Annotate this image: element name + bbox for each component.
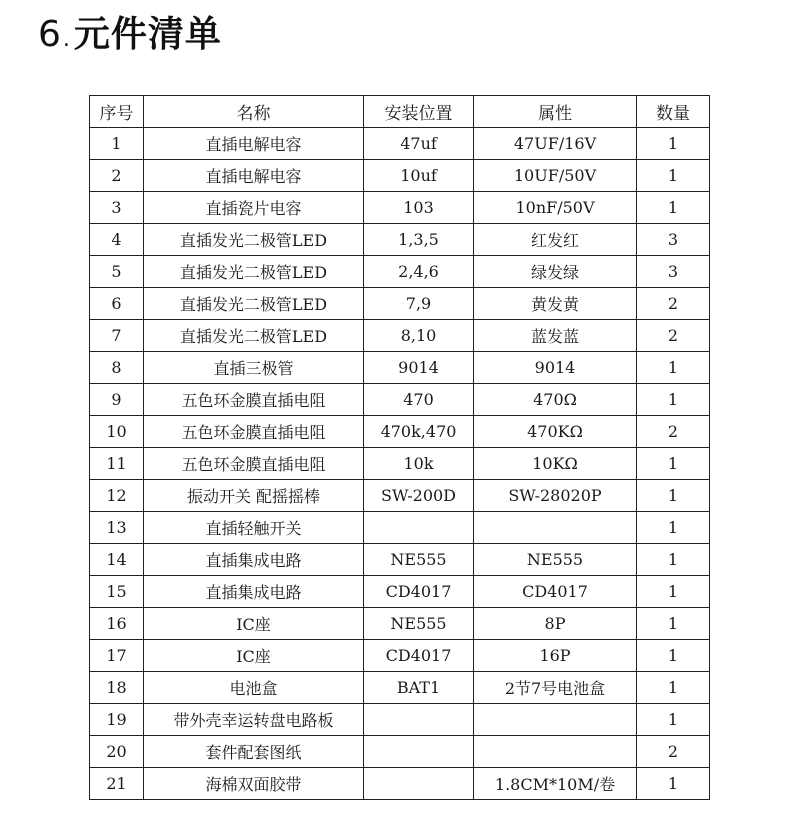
cell-position: 8,10 [364,320,474,352]
component-list-table [89,95,710,800]
cell-position: 470k,470 [364,416,474,448]
cell-index: 19 [90,704,144,736]
table-row [90,416,710,448]
cell-name: 直插发光二极管LED [144,256,364,288]
table-header-row [90,96,710,128]
table-row [90,160,710,192]
cell-name: 直插瓷片电容 [144,192,364,224]
cell-position: BAT1 [364,672,474,704]
cell-attribute: 470Ω [474,384,637,416]
table-body [90,128,710,800]
cell-quantity: 2 [637,288,710,320]
cell-position: 103 [364,192,474,224]
cell-position: 10k [364,448,474,480]
cell-quantity: 2 [637,320,710,352]
cell-attribute: NE555 [474,544,637,576]
cell-position: 10uf [364,160,474,192]
cell-quantity: 1 [637,768,710,800]
cell-position: NE555 [364,544,474,576]
cell-attribute: SW-28020P [474,480,637,512]
cell-index: 13 [90,512,144,544]
table-row [90,320,710,352]
cell-index: 12 [90,480,144,512]
cell-quantity: 1 [637,384,710,416]
cell-name: 直插集成电路 [144,576,364,608]
cell-position [364,512,474,544]
cell-quantity: 2 [637,736,710,768]
cell-attribute: 蓝发蓝 [474,320,637,352]
cell-quantity: 1 [637,448,710,480]
cell-quantity: 1 [637,192,710,224]
cell-attribute: 红发红 [474,224,637,256]
cell-attribute: 470KΩ [474,416,637,448]
cell-position [364,736,474,768]
cell-attribute: 16P [474,640,637,672]
cell-attribute: 8P [474,608,637,640]
cell-name: 海棉双面胶带 [144,768,364,800]
cell-position: SW-200D [364,480,474,512]
table-row [90,128,710,160]
cell-index: 4 [90,224,144,256]
cell-attribute: 10KΩ [474,448,637,480]
cell-quantity: 1 [637,480,710,512]
table-row [90,352,710,384]
cell-quantity: 1 [637,512,710,544]
cell-attribute [474,512,637,544]
cell-index: 9 [90,384,144,416]
cell-attribute: 绿发绿 [474,256,637,288]
cell-position: 2,4,6 [364,256,474,288]
cell-index: 1 [90,128,144,160]
cell-position: CD4017 [364,640,474,672]
table-row [90,640,710,672]
cell-position: 470 [364,384,474,416]
cell-name: 直插电解电容 [144,128,364,160]
cell-name: 直插集成电路 [144,544,364,576]
cell-index: 14 [90,544,144,576]
table-row [90,256,710,288]
table-row [90,768,710,800]
cell-quantity: 1 [637,608,710,640]
cell-quantity: 1 [637,544,710,576]
header-index: 序号 [90,96,144,128]
table-row [90,192,710,224]
cell-quantity: 3 [637,224,710,256]
cell-position: NE555 [364,608,474,640]
cell-index: 17 [90,640,144,672]
table-row [90,672,710,704]
cell-name: 五色环金膜直插电阻 [144,384,364,416]
cell-name: 振动开关 配摇摇棒 [144,480,364,512]
cell-attribute: 1.8CM*10M/卷 [474,768,637,800]
cell-quantity: 1 [637,576,710,608]
section-number: 6 [38,14,61,55]
table-row [90,480,710,512]
section-number-dot: . [62,27,70,52]
cell-index: 20 [90,736,144,768]
cell-position: 7,9 [364,288,474,320]
cell-index: 5 [90,256,144,288]
cell-index: 3 [90,192,144,224]
cell-quantity: 1 [637,640,710,672]
cell-position [364,768,474,800]
cell-name: 直插轻触开关 [144,512,364,544]
table-row [90,384,710,416]
table-row [90,736,710,768]
table-row [90,608,710,640]
cell-index: 7 [90,320,144,352]
cell-index: 15 [90,576,144,608]
cell-index: 8 [90,352,144,384]
cell-attribute: 47UF/16V [474,128,637,160]
cell-position: 9014 [364,352,474,384]
cell-attribute: 2节7号电池盒 [474,672,637,704]
cell-name: 直插发光二极管LED [144,320,364,352]
cell-position: 47uf [364,128,474,160]
table-row [90,704,710,736]
cell-quantity: 1 [637,672,710,704]
cell-attribute: 黄发黄 [474,288,637,320]
cell-attribute [474,736,637,768]
section-heading [38,6,222,56]
cell-name: 套件配套图纸 [144,736,364,768]
cell-index: 16 [90,608,144,640]
cell-quantity: 1 [637,160,710,192]
header-position: 安装位置 [364,96,474,128]
section-title: 元件清单 [73,14,222,55]
header-name: 名称 [144,96,364,128]
cell-quantity: 1 [637,128,710,160]
cell-position [364,704,474,736]
cell-index: 2 [90,160,144,192]
header-attribute: 属性 [474,96,637,128]
cell-index: 6 [90,288,144,320]
table-row [90,448,710,480]
cell-name: 五色环金膜直插电阻 [144,416,364,448]
header-quantity: 数量 [637,96,710,128]
cell-position: CD4017 [364,576,474,608]
cell-quantity: 1 [637,352,710,384]
cell-name: 五色环金膜直插电阻 [144,448,364,480]
cell-quantity: 3 [637,256,710,288]
cell-name: IC座 [144,608,364,640]
cell-name: 带外壳幸运转盘电路板 [144,704,364,736]
cell-attribute: 9014 [474,352,637,384]
cell-name: IC座 [144,640,364,672]
cell-quantity: 1 [637,704,710,736]
table-row [90,512,710,544]
cell-quantity: 2 [637,416,710,448]
cell-attribute [474,704,637,736]
cell-name: 电池盒 [144,672,364,704]
cell-attribute: CD4017 [474,576,637,608]
cell-name: 直插发光二极管LED [144,288,364,320]
cell-name: 直插发光二极管LED [144,224,364,256]
table-row [90,288,710,320]
cell-name: 直插电解电容 [144,160,364,192]
table-row [90,544,710,576]
cell-index: 11 [90,448,144,480]
cell-name: 直插三极管 [144,352,364,384]
cell-attribute: 10nF/50V [474,192,637,224]
table-row [90,224,710,256]
cell-attribute: 10UF/50V [474,160,637,192]
cell-index: 18 [90,672,144,704]
table-row [90,576,710,608]
cell-index: 21 [90,768,144,800]
cell-position: 1,3,5 [364,224,474,256]
cell-index: 10 [90,416,144,448]
